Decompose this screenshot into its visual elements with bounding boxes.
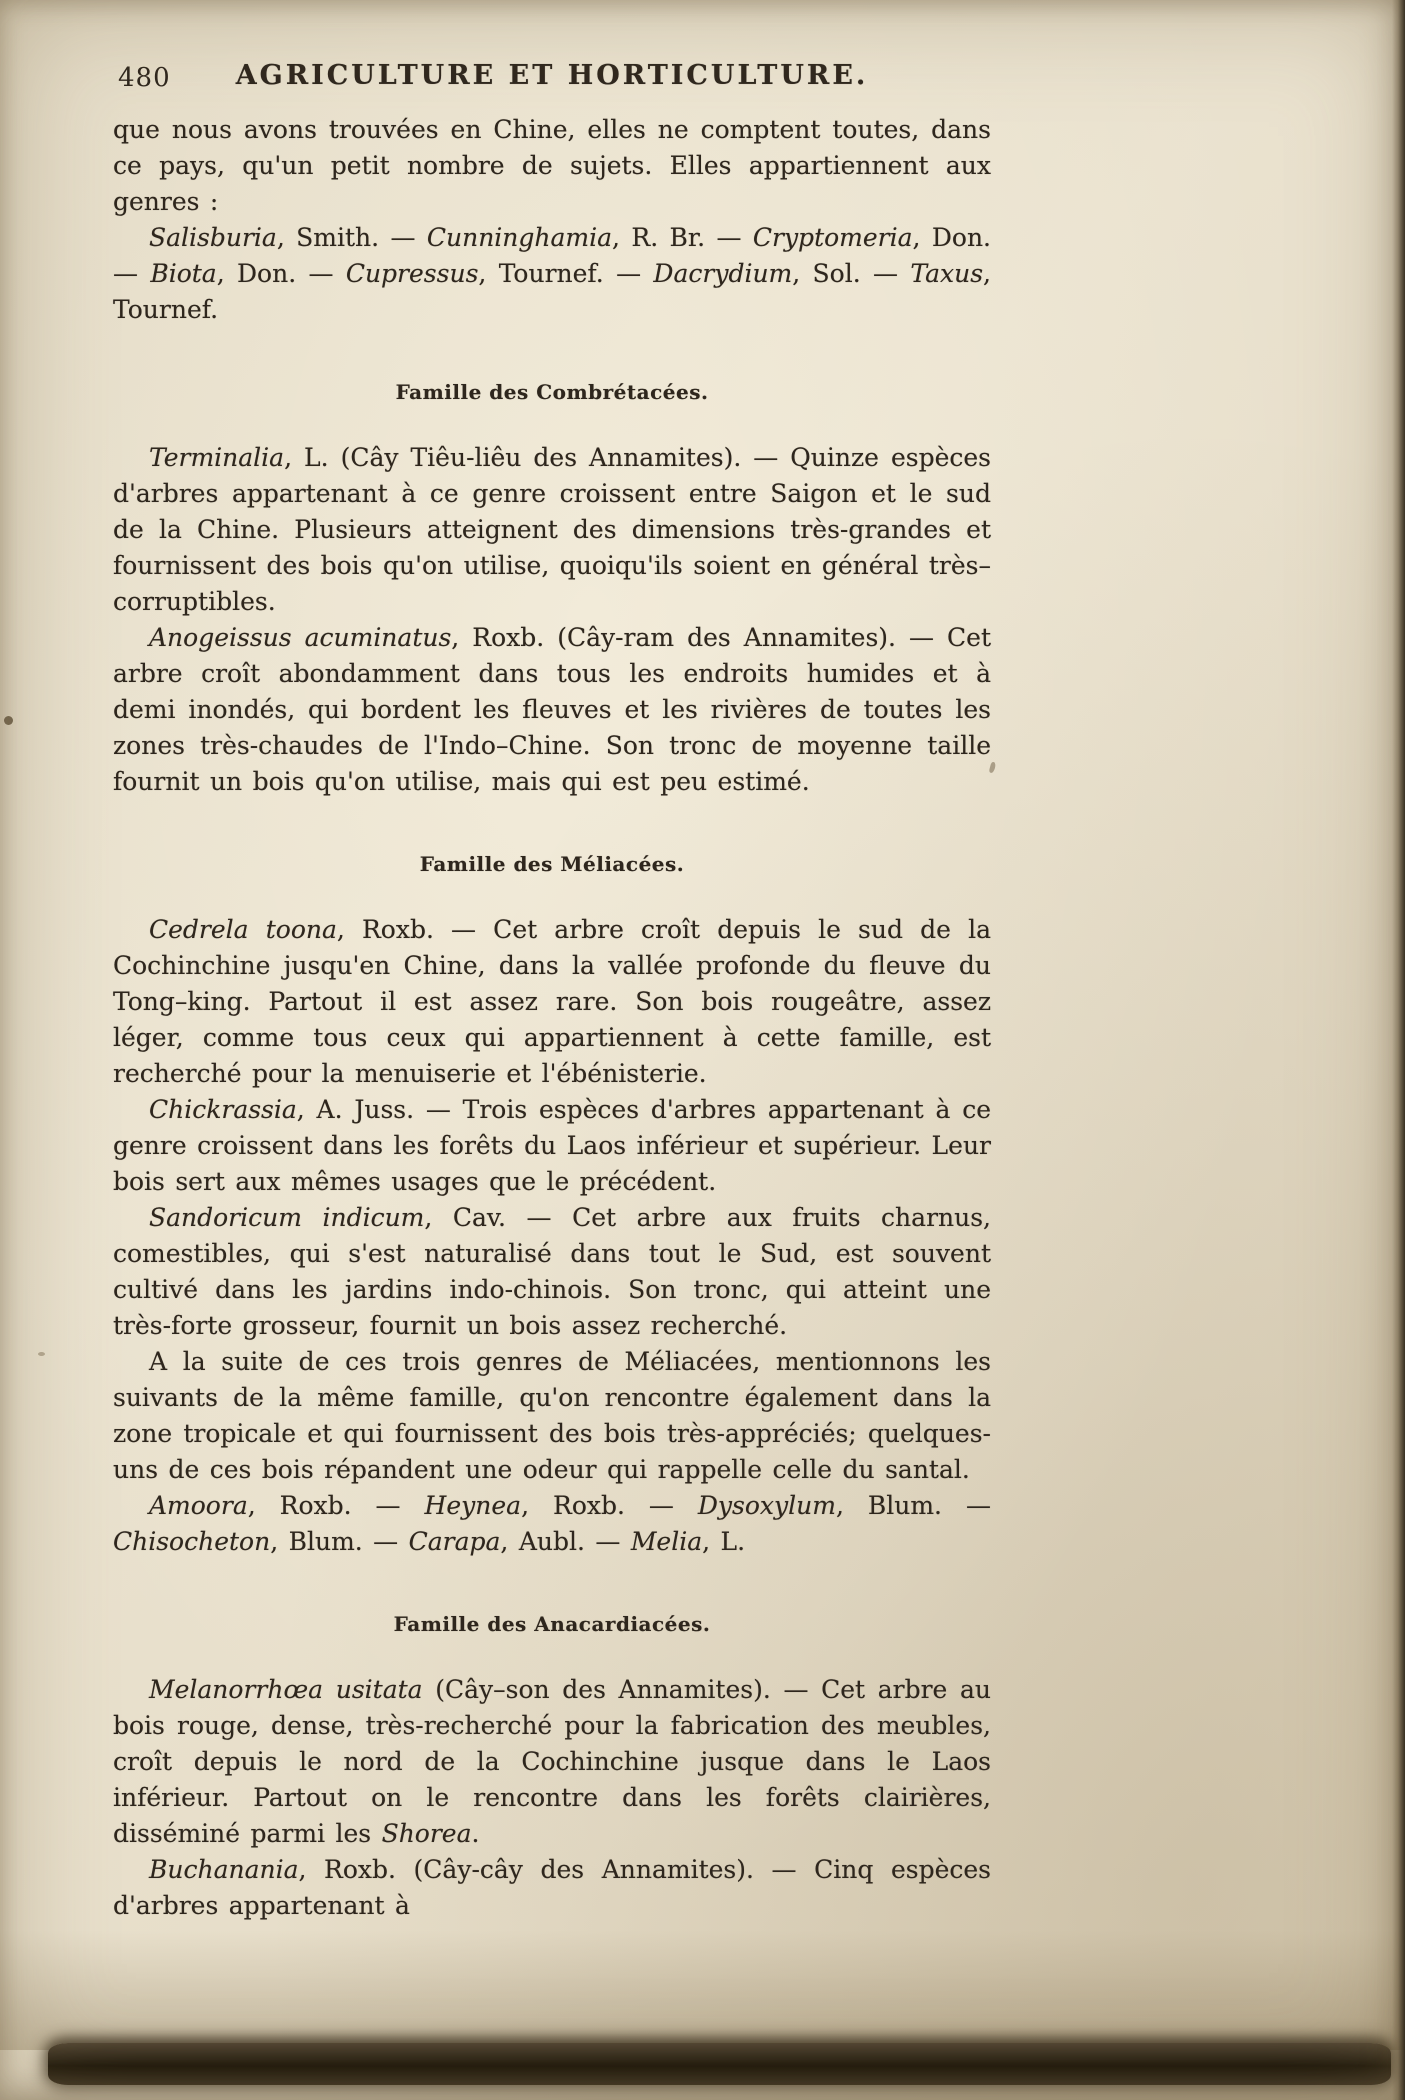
paragraph: Sandoricum indicum, Cav. — Cet arbre aux fruits charnus, comestibles, qui s'est naturalisé dans tout le Sud, est souvent cultivé dans les jardins indo-chinois. Son tronc, qui atteint une très-forte grosseur, fournit un bois assez recherché. bbox=[113, 1203, 991, 1340]
paragraph: Anogeissus acuminatus, Roxb. (Cây-ram des Annamites). — Cet arbre croît abondamment dans tous les endroits humides et à demi inondés, qui bordent les fleuves et les rivières de toutes les zones très-chaudes de l'Indo–Chine. Son tronc de moyenne taille fournit un bois qu'on utilise, mais qui est peu estimé. bbox=[113, 623, 991, 796]
paragraph: Melanorrhœa usitata (Cây–son des Annamites). — Cet arbre au bois rouge, dense, très-recherché pour la fabrication des meubles, croît depuis le nord de la Cochinchine jusque dans le Laos inférieur. Partout on le rencontre dans les forêts clairières, disséminé parmi les Shorea. bbox=[113, 1675, 991, 1848]
page-right-edge bbox=[1392, 0, 1405, 2100]
page-number: 480 bbox=[118, 63, 171, 93]
page-header bbox=[113, 60, 991, 91]
family-heading: Famille des Combrétacées. bbox=[395, 380, 709, 404]
running-title: AGRICULTURE ET HORTICULTURE. bbox=[235, 60, 869, 91]
paragraph: que nous avons trouvées en Chine, elles ne comptent toutes, dans ce pays, qu'un petit nombre de sujets. Elles appartiennent aux genres : bbox=[113, 115, 991, 216]
paragraph: Terminalia, L. (Cây Tiêu-liêu des Annamites). — Quinze espèces d'arbres appartenant à ce genre croissent entre Saigon et le sud de la Chine. Plusieurs atteignent des dimensions très-grandes et fournissent des bois qu'on utilise, quoiqu'ils soient en général très–corruptibles. bbox=[113, 443, 991, 616]
scan-speck bbox=[38, 1352, 45, 1356]
genus-list: Salisburia, Smith. — Cunninghamia, R. Br. — Cryptomeria, Don. — Biota, Don. — Cupressus, Tournef. — Dacrydium, Sol. — Taxus, Tournef. bbox=[113, 223, 991, 324]
paragraph: Buchanania, Roxb. (Cây-cây des Annamites). — Cinq espèces d'arbres appartenant à bbox=[113, 1855, 991, 1920]
genus-list: Amoora, Roxb. — Heynea, Roxb. — Dysoxylum, Blum. — Chisocheton, Blum. — Carapa, Aubl. — Melia, L. bbox=[113, 1491, 991, 1556]
text-block bbox=[113, 112, 991, 1924]
paragraph: Cedrela toona, Roxb. — Cet arbre croît depuis le sud de la Cochinchine jusqu'en Chine, dans la vallée profonde du fleuve du Tong–king. Partout il est assez rare. Son bois rougeâtre, assez léger, comme tous ceux qui appartiennent à cette famille, est recherché pour la menuiserie et l'ébénisterie. bbox=[113, 915, 991, 1088]
page-bottom-edge bbox=[48, 2043, 1391, 2085]
family-heading: Famille des Méliacées. bbox=[419, 852, 685, 876]
family-heading: Famille des Anacardiacées. bbox=[393, 1612, 711, 1636]
scan-speck bbox=[4, 716, 13, 725]
paragraph: A la suite de ces trois genres de Méliacées, mentionnons les suivants de la même famille, qu'on rencontre également dans la zone tropicale et qui fournissent des bois très-appréciés; quelques-uns de ces bois répandent une odeur qui rappelle celle du santal. bbox=[113, 1347, 991, 1484]
page-bottom-shadow bbox=[0, 1930, 1405, 2050]
paragraph: Chickrassia, A. Juss. — Trois espèces d'arbres appartenant à ce genre croissent dans les forêts du Laos inférieur et supérieur. Leur bois sert aux mêmes usages que le précédent. bbox=[113, 1095, 991, 1196]
